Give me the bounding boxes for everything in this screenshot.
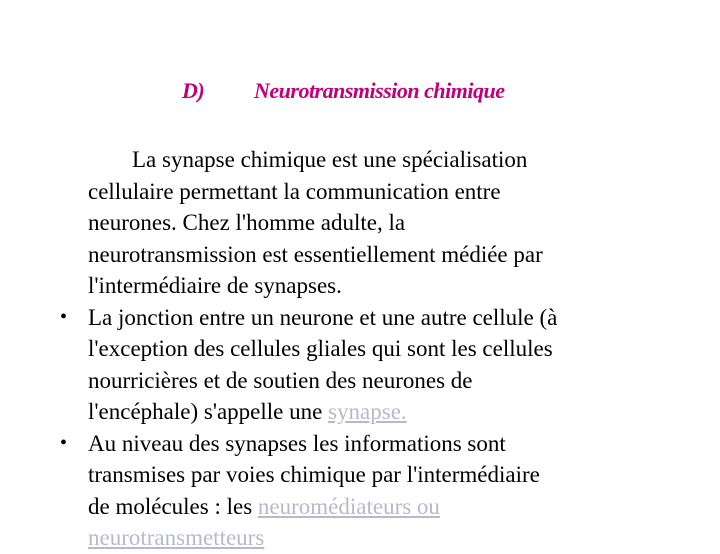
bullet-item-synapse — [0, 302, 720, 428]
bullet-item-neuromediateurs — [0, 428, 720, 554]
synapse-link[interactable]: synapse. — [328, 399, 407, 424]
text-line: La synapse chimique est une spécialisation — [132, 147, 528, 172]
text-line: Au niveau des synapses les informations sont — [88, 430, 506, 456]
text-line: transmises par voies chimique par l'intermédiaire — [88, 462, 540, 487]
text-line — [88, 396, 680, 428]
text-line: neurotransmission est essentiellement médiée par — [88, 241, 543, 267]
paragraph-intro — [0, 144, 720, 302]
text-line — [88, 522, 680, 554]
text-line: nourricières et de soutien des neurones de — [88, 367, 473, 393]
section-letter: D) — [182, 78, 205, 103]
text-segment: l'encéphale) s'appelle une — [88, 399, 329, 424]
text-line: l'intermédiaire de synapses. — [88, 273, 342, 298]
neuromediateurs-link[interactable]: neuromédiateurs ou — [257, 493, 440, 519]
text-line: cellulaire permettant la communication entre — [88, 178, 501, 204]
section-title: Neurotransmission chimique — [254, 78, 505, 103]
text-line — [88, 491, 680, 523]
text-segment: de molécules : les — [88, 493, 258, 519]
text-line: La jonction entre un neurone et une autre cellule (à — [88, 304, 558, 330]
slide-heading — [0, 78, 720, 110]
neurotransmetteurs-link[interactable]: neurotransmetteurs — [88, 525, 265, 550]
bullet-icon: • — [60, 431, 68, 454]
slide-body — [0, 144, 720, 554]
text-line: l'exception des cellules gliales qui sont les cellules — [88, 336, 553, 361]
text-line: neurones. Chez l'homme adulte, la — [88, 210, 406, 235]
bullet-icon: • — [60, 305, 68, 328]
